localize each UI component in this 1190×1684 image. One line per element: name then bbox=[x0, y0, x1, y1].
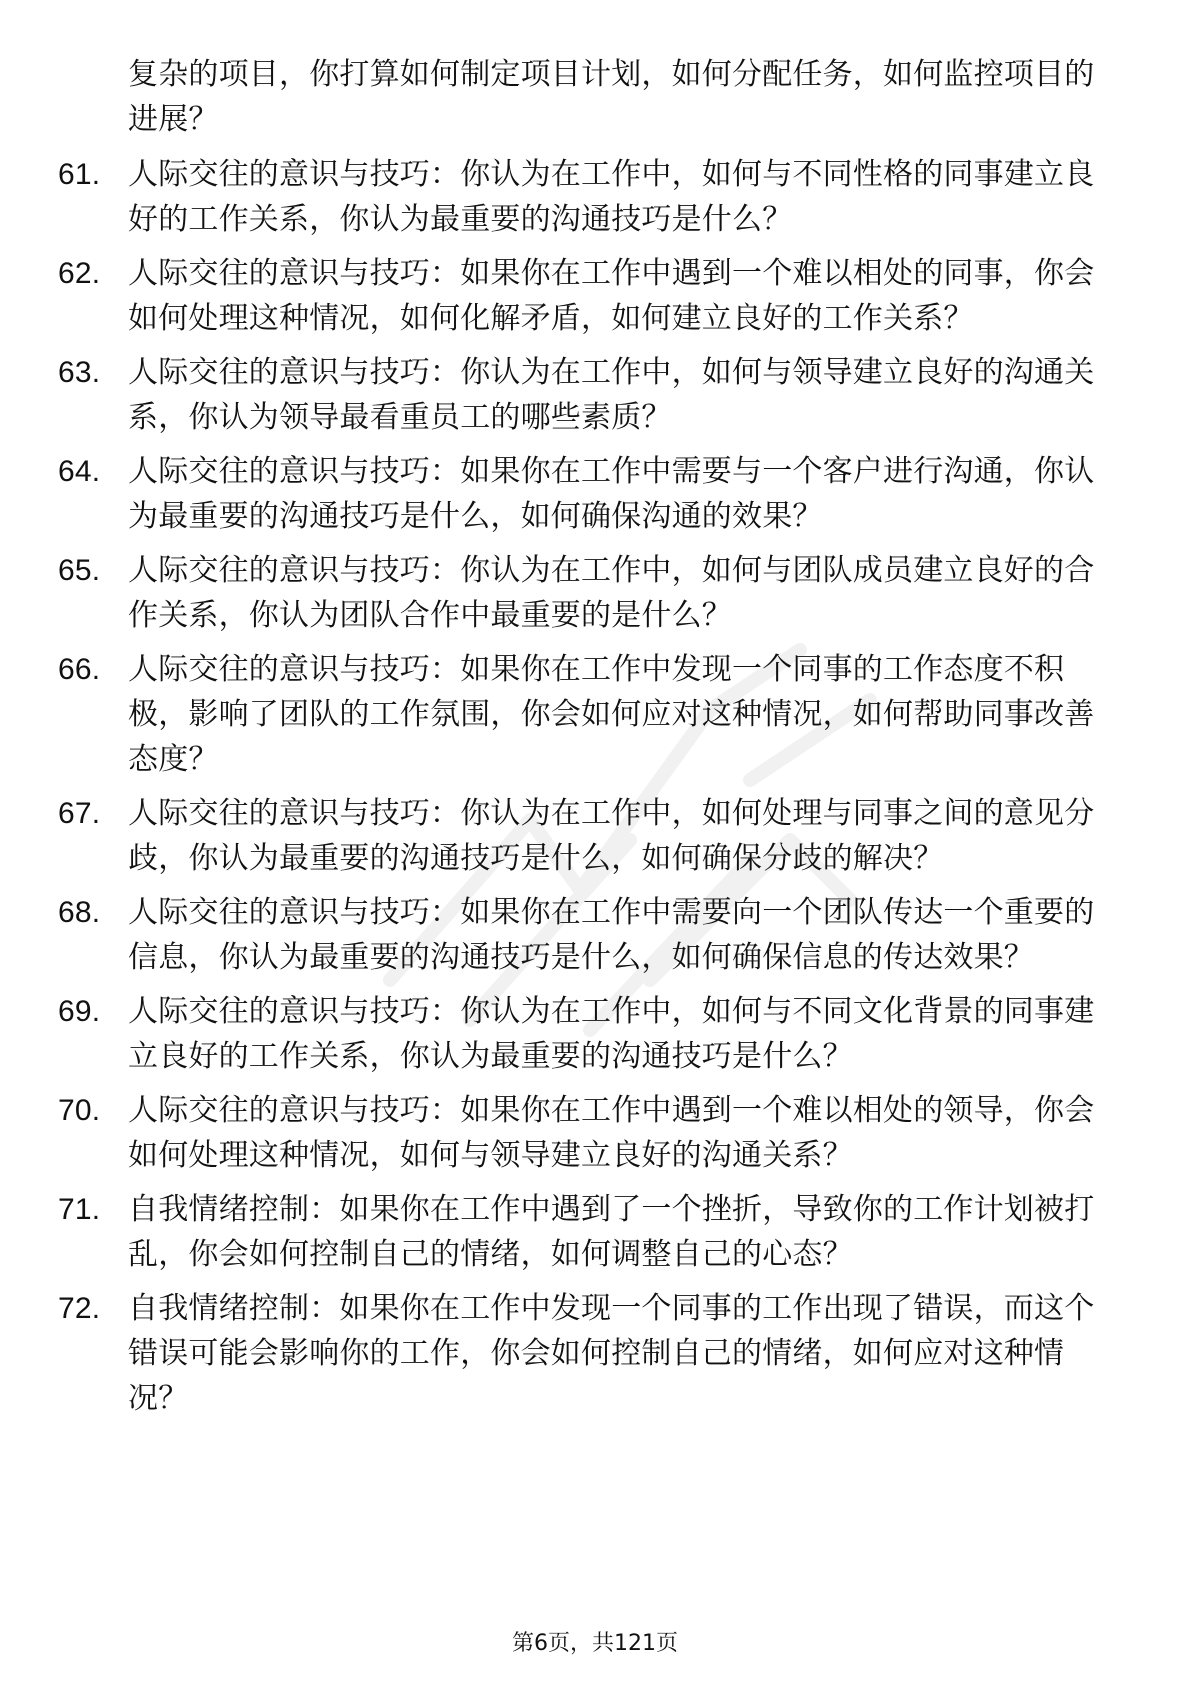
item-number: 63. bbox=[58, 356, 101, 389]
item-text: 人际交往的意识与技巧：如果你在工作中遇到一个难以相处的领导，你会如何处理这种情况，如何与领导建立良好的沟通关系？ bbox=[128, 1093, 1095, 1173]
item-number: 64. bbox=[58, 455, 101, 488]
intro-paragraph: 复杂的项目，你打算如何制定项目计划，如何分配任务，如何监控项目的进展？ bbox=[128, 57, 1095, 137]
list-item bbox=[58, 1088, 1108, 1178]
list-item bbox=[58, 251, 1108, 341]
item-text: 人际交往的意识与技巧：你认为在工作中，如何与领导建立良好的沟通关系，你认为领导最看重员工的哪些素质？ bbox=[128, 355, 1095, 435]
item-text: 人际交往的意识与技巧：如果你在工作中需要与一个客户进行沟通，你认为最重要的沟通技巧是什么，如何确保沟通的效果？ bbox=[128, 454, 1095, 534]
item-text: 人际交往的意识与技巧：你认为在工作中，如何与不同文化背景的同事建立良好的工作关系，你认为最重要的沟通技巧是什么？ bbox=[128, 994, 1095, 1074]
item-number: 68. bbox=[58, 896, 101, 929]
list-item bbox=[58, 350, 1108, 440]
item-number: 72. bbox=[58, 1292, 101, 1325]
item-text: 自我情绪控制：如果你在工作中遇到了一个挫折，导致你的工作计划被打乱，你会如何控制自己的情绪，如何调整自己的心态？ bbox=[128, 1192, 1095, 1272]
list-item bbox=[58, 449, 1108, 539]
item-text: 自我情绪控制：如果你在工作中发现一个同事的工作出现了错误，而这个错误可能会影响你的工作，你会如何控制自己的情绪，如何应对这种情况？ bbox=[128, 1291, 1095, 1416]
question-content bbox=[58, 52, 1108, 1430]
item-number: 62. bbox=[58, 257, 101, 290]
item-number: 70. bbox=[58, 1094, 101, 1127]
item-number: 61. bbox=[58, 158, 101, 191]
list-item bbox=[58, 1286, 1108, 1421]
list-item bbox=[58, 548, 1108, 638]
item-text: 人际交往的意识与技巧：你认为在工作中，如何处理与同事之间的意见分歧，你认为最重要的沟通技巧是什么，如何确保分歧的解决？ bbox=[128, 796, 1095, 876]
item-text: 人际交往的意识与技巧：你认为在工作中，如何与不同性格的同事建立良好的工作关系，你认为最重要的沟通技巧是什么？ bbox=[128, 157, 1095, 237]
item-text: 人际交往的意识与技巧：如果你在工作中需要向一个团队传达一个重要的信息，你认为最重要的沟通技巧是什么，如何确保信息的传达效果？ bbox=[128, 895, 1095, 975]
item-text: 人际交往的意识与技巧：你认为在工作中，如何与团队成员建立良好的合作关系，你认为团队合作中最重要的是什么？ bbox=[128, 553, 1095, 633]
list-item bbox=[58, 890, 1108, 980]
item-number: 66. bbox=[58, 653, 101, 686]
list-item bbox=[58, 152, 1108, 242]
item-text: 人际交往的意识与技巧：如果你在工作中遇到一个难以相处的同事，你会如何处理这种情况，如何化解矛盾，如何建立良好的工作关系？ bbox=[128, 256, 1095, 336]
list-item bbox=[58, 1187, 1108, 1277]
question-list bbox=[58, 152, 1108, 1421]
item-number: 67. bbox=[58, 797, 101, 830]
list-item bbox=[58, 647, 1108, 782]
list-item bbox=[58, 791, 1108, 881]
item-number: 65. bbox=[58, 554, 101, 587]
item-number: 69. bbox=[58, 995, 101, 1028]
list-item bbox=[58, 989, 1108, 1079]
page-footer: 第6页，共121页 bbox=[512, 1631, 678, 1656]
item-number: 71. bbox=[58, 1193, 101, 1226]
item-text: 人际交往的意识与技巧：如果你在工作中发现一个同事的工作态度不积极，影响了团队的工作氛围，你会如何应对这种情况，如何帮助同事改善态度？ bbox=[128, 652, 1095, 777]
